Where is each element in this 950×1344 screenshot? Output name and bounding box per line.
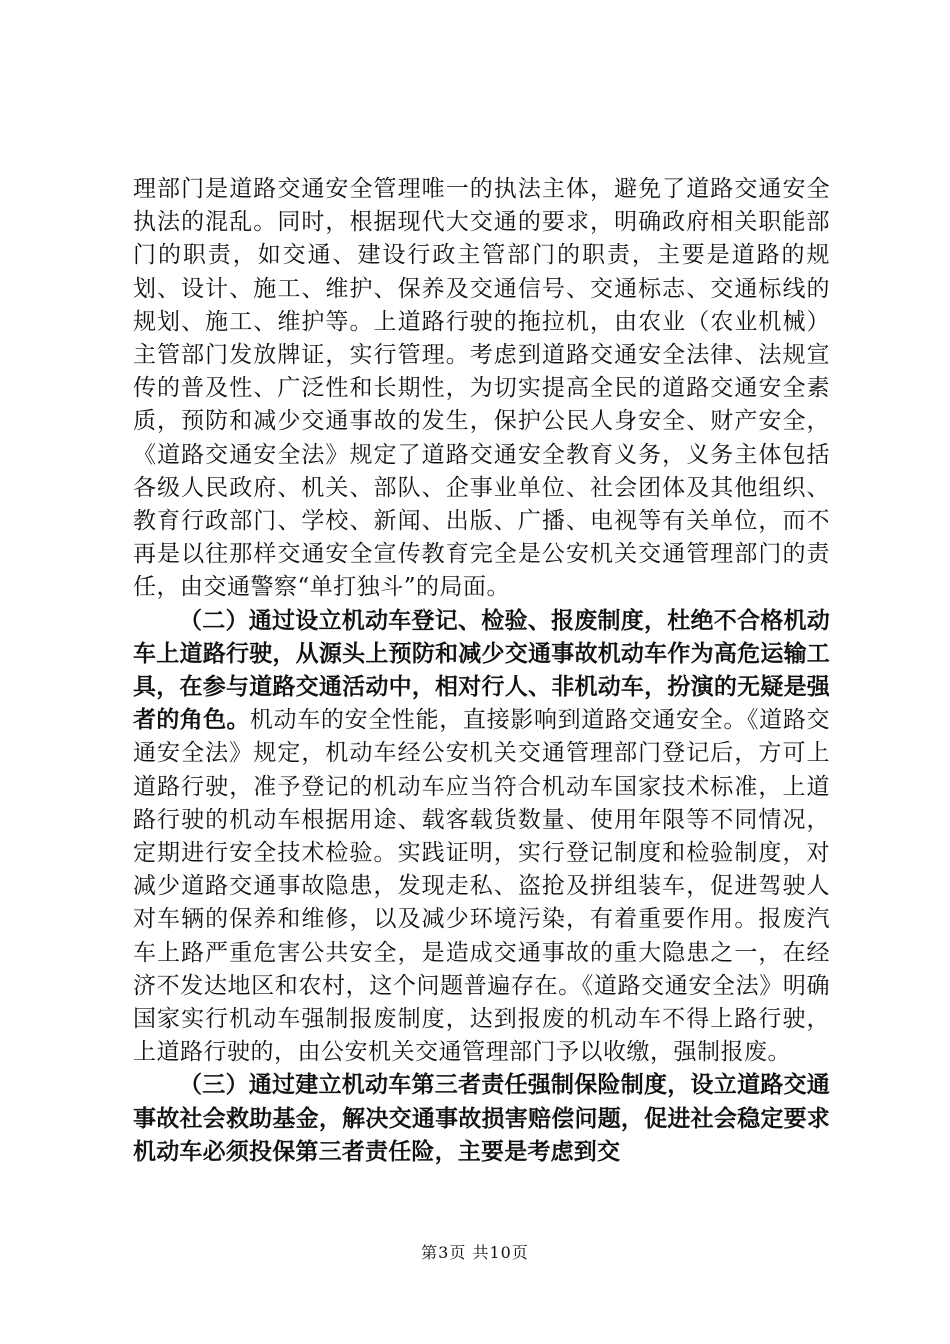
section-3-heading: （三）通过建立机动车第三者责任强制保险制度，设立道路交通事故社会救助基金，解决交通事故损害赔偿问题，促进社会稳定要求机动车必须投保第三者责任险，主要是考虑到交 (133, 1072, 830, 1165)
paragraph-section-2 (133, 605, 830, 1070)
document-body (133, 173, 830, 1169)
section-2-heading: （二）通过设立机动车登记、检验、报废制度，杜绝不合格机动车上道路行驶，从源头上预防和减少交通事故机动车作为高危运输工具，在参与道路交通活动中，相对行人、非机动车，扮演的无疑是强者的角色。 (133, 607, 830, 734)
paragraph-section-3 (133, 1069, 830, 1169)
page-number-footer: 第3页 共10页 (421, 1243, 529, 1262)
section-2-body: 机动车的安全性能，直接影响到道路交通安全。《道路交通安全法》规定，机动车经公安机关交通管理部门登记后，方可上道路行驶，准予登记的机动车应当符合机动车国家技术标准，上道路行驶的机动车根据用途、载客载货数量、使用年限等不同情况，定期进行安全技术检验。实践证明，实行登记制度和检验制度，对减少道路交通事故隐患，发现走私、盗抢及拼组装车，促进驾驶人对车辆的保养和维修，以及减少环境污染，有着重要作用。报废汽车上路严重危害公共安全，是造成交通事故的重大隐患之一，在经济不发达地区和农村，这个问题普遍存在。《道路交通安全法》明确国家实行机动车强制报废制度，达到报废的机动车不得上路行驶，上道路行驶的，由公安机关交通管理部门予以收缴，强制报废。 (133, 707, 831, 1066)
paragraph-continuation: 理部门是道路交通安全管理唯一的执法主体，避免了道路交通安全执法的混乱。同时，根据现代大交通的要求，明确政府相关职能部门的职责，如交通、建设行政主管部门的职责，主要是道路的规划、设计、施工、维护、保养及交通信号、交通标志、交通标线的规划、施工、维护等。上道路行驶的拖拉机，由农业（农业机械）主管部门发放牌证，实行管理。考虑到道路交通安全法律、法规宣传的普及性、广泛性和长期性，为切实提高全民的道路交通安全素质，预防和减少交通事故的发生，保护公民人身安全、财产安全，《道路交通安全法》规定了道路交通安全教育义务，义务主体包括各级人民政府、机关、部队、企事业单位、社会团体及其他组织、教育行政部门、学校、新闻、出版、广播、电视等有关单位，而不再是以往那样交通安全宣传教育完全是公安机关交通管理部门的责任，由交通警察“单打独斗”的局面。 (133, 176, 830, 601)
